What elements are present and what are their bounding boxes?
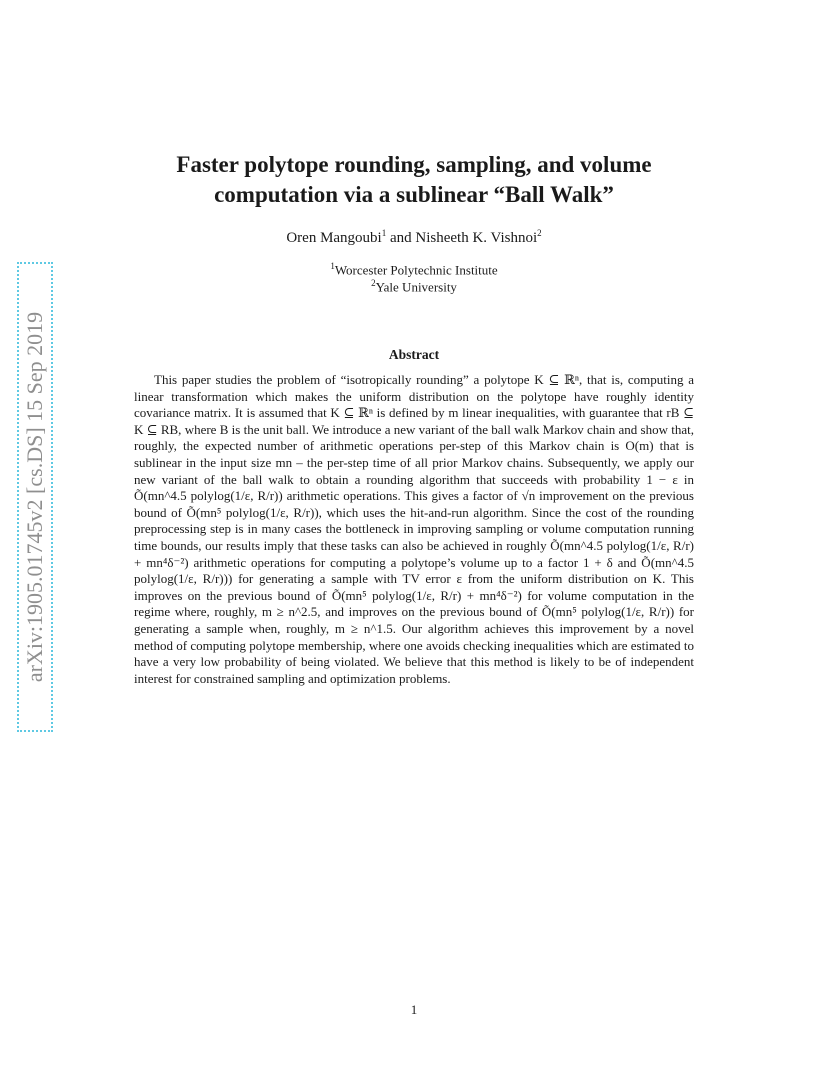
author-conjunction: and bbox=[386, 230, 416, 246]
affiliation-1-mark: 1 bbox=[330, 261, 335, 271]
arxiv-stamp: arXiv:1905.01745v2 [cs.DS] 15 Sep 2019 bbox=[22, 311, 47, 683]
title-line-2: computation via a sublinear “Ball Walk” bbox=[214, 182, 614, 207]
author-2: Nisheeth K. Vishnoi bbox=[415, 230, 538, 246]
abstract-text: This paper studies the problem of “isotropically rounding” a polytope K ⊆ ℝⁿ, that is, computing a linear transformation which makes the uniform distribution on the polytope have roughly identity covariance matrix. It is assumed that K ⊆ ℝⁿ is defined by m linear inequalities, with guarantee that rB ⊆ K ⊆ RB, where B is the unit ball. We introduce a new variant of the ball walk Markov chain and show that, roughly, the expected number of arithmetic operations per-step of this Markov chain is O(m) that is sublinear in the input size mn – the per-step time of all prior Markov chains. Subsequently, we apply our new variant of the ball walk to obtain a rounding algorithm that succeeds with probability 1 − ε in Õ(mn^4.5 polylog(1/ε, R/r)) arithmetic operations. This gives a factor of √n improvement on the previous bound of Õ(mn⁵ polylog(1/ε, R/r)), which uses the hit-and-run algorithm. Since the cost of the rounding preprocessing step is in many cases the bottleneck in improving sampling or volume computation running time bounds, our results imply that these tasks can also be achieved in roughly Õ(mn^4.5 polylog(1/ε, R/r) + mn⁴δ⁻²) arithmetic operations for computing a polytope’s volume up to a factor 1 + δ and Õ(mn^4.5 polylog(1/ε, R/r))) for generating a sample with TV error ε from the uniform distribution on K. This improves on the previous bound of Õ(mn⁵ polylog(1/ε, R/r) + mn⁴δ⁻²) for volume computation in the regime where, roughly, m ≥ n^2.5, and improves on the previous bound of Õ(mn⁵ polylog(1/ε, R/r)) for generating a sample when, roughly, m ≥ n^1.5. Our algorithm achieves this improvement by a novel method of computing polytope membership, where one avoids checking inequalities which are estimated to have a very low probability of being violated. We believe that this method is likely to be of independent interest for constrained sampling and optimization problems. bbox=[134, 372, 694, 686]
title-line-1: Faster polytope rounding, sampling, and volume bbox=[176, 152, 652, 177]
affiliation-2 bbox=[100, 278, 728, 295]
abstract-body bbox=[134, 372, 694, 687]
author-2-mark: 2 bbox=[537, 228, 542, 238]
paper-title bbox=[100, 150, 728, 210]
author-1-mark: 1 bbox=[381, 228, 387, 238]
author-1: Oren Mangoubi bbox=[286, 230, 382, 246]
page-number: 1 bbox=[410, 1002, 418, 1017]
abstract-heading: Abstract bbox=[388, 347, 440, 362]
authors bbox=[100, 228, 728, 247]
affiliation-1-name: Worcester Polytechnic Institute bbox=[334, 262, 498, 278]
affiliation-1 bbox=[100, 261, 728, 278]
affiliation-2-mark: 2 bbox=[371, 278, 376, 288]
affiliation-2-name: Yale University bbox=[375, 279, 457, 295]
